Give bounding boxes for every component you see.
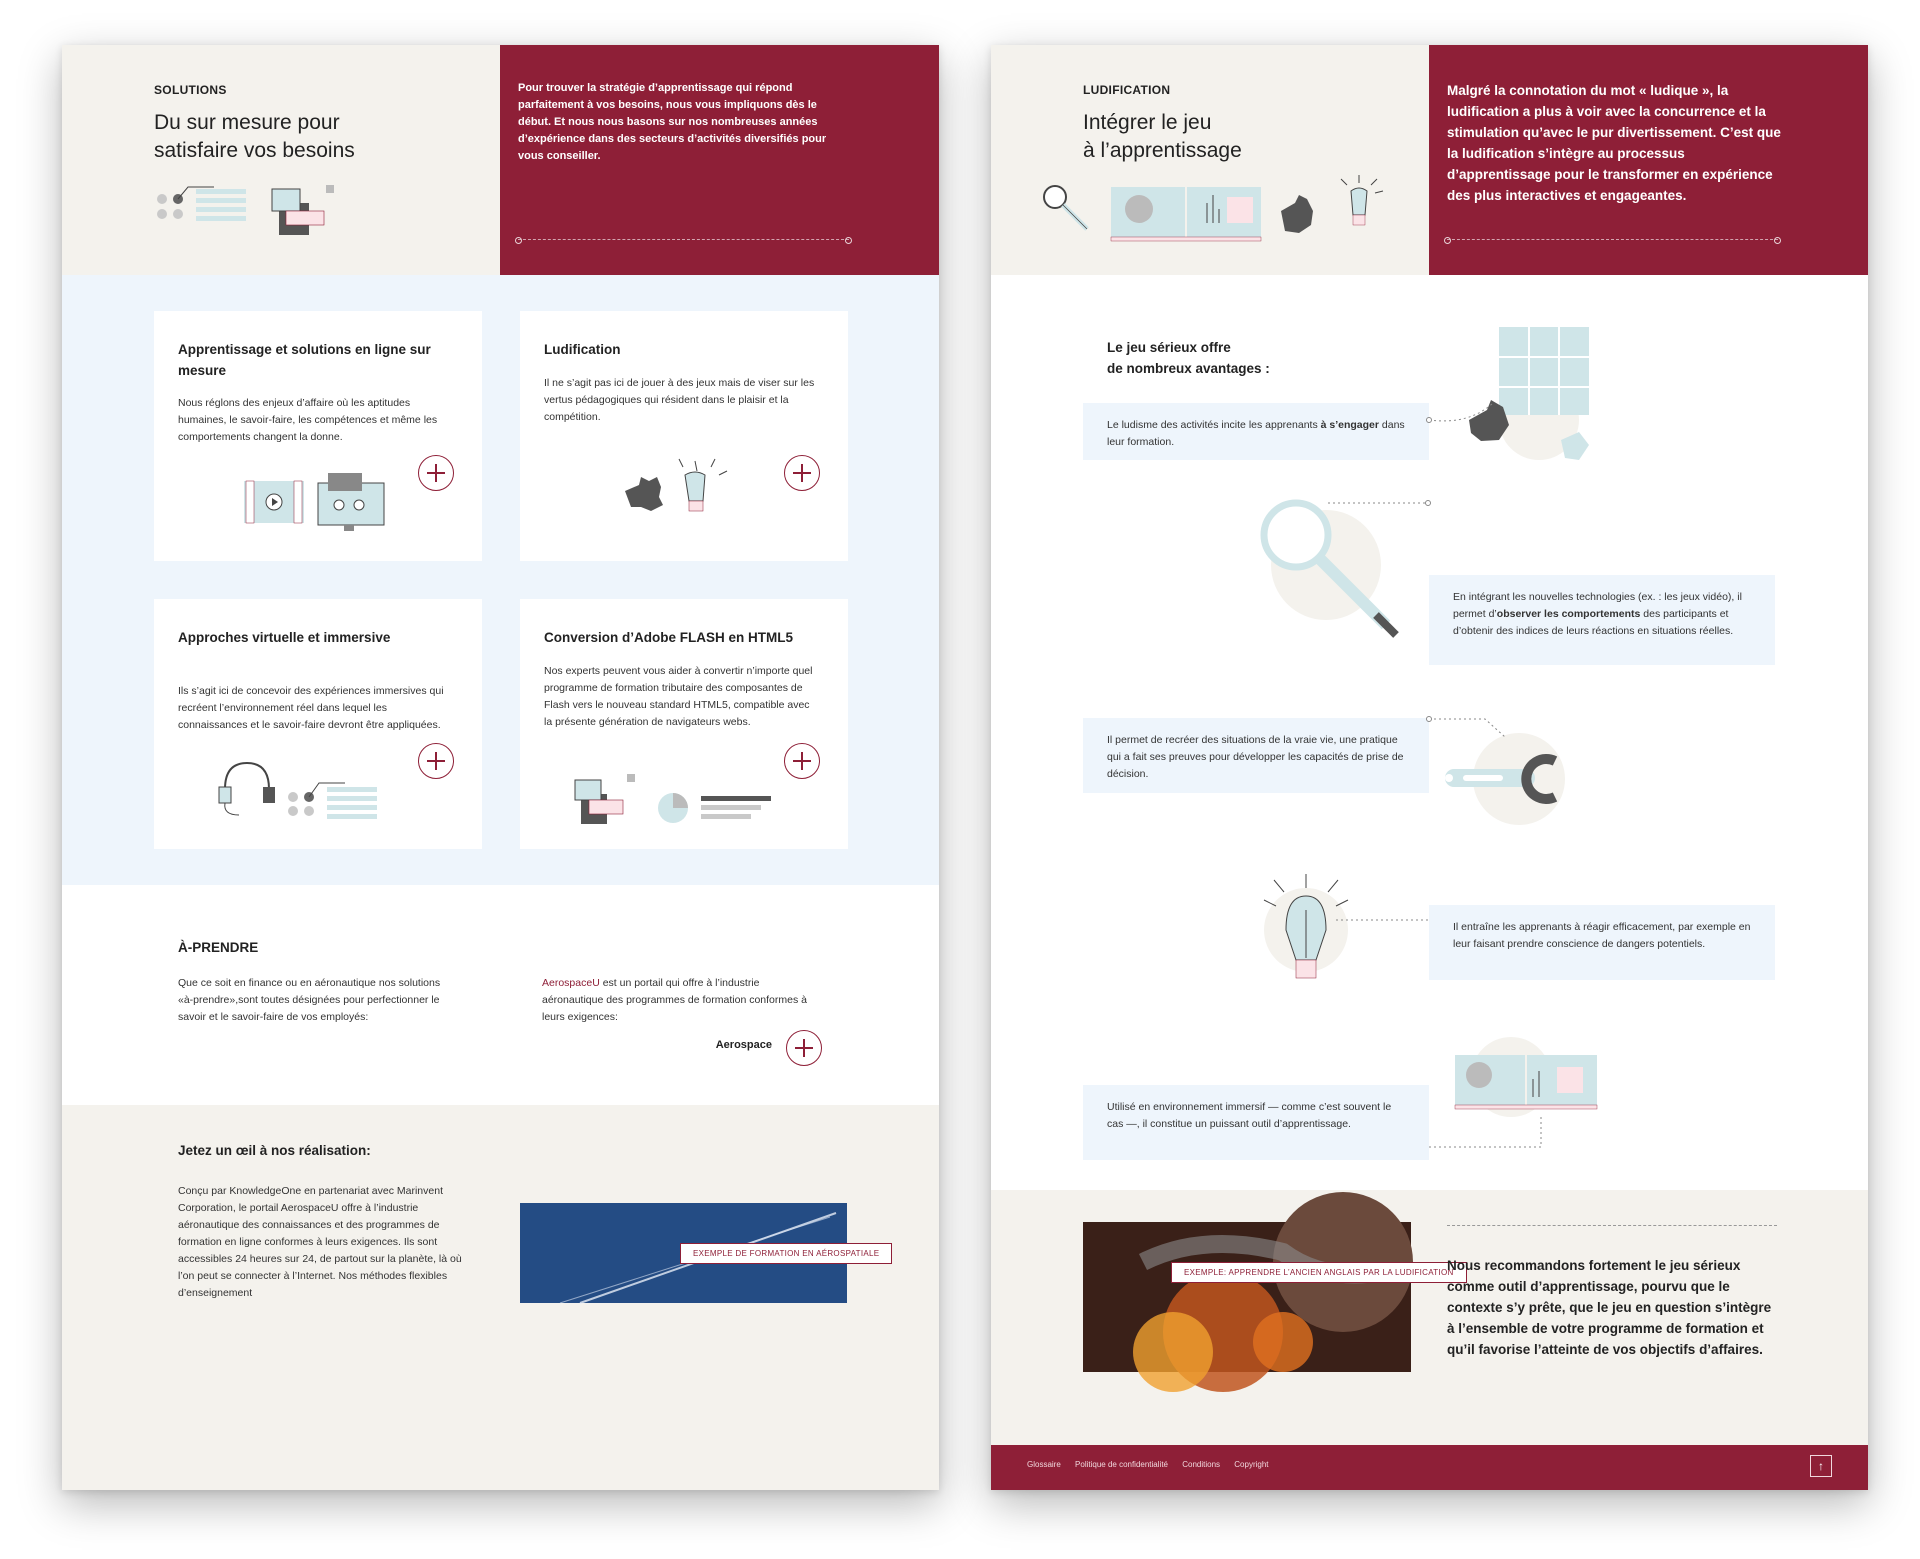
realisation-text: Conçu par KnowledgeOne en partenariat avec Marinvent Corporation, le portail AerospaceU offre à l’industrie aéronautique des connaissances et des programmes de formation en ligne conformes à leurs exigences. Ils sont accessibles 24 heures sur 24, de partout sur la planète, là où l’on peut se connecter à l’Internet. Nos méthodes flexibles d’enseignement: [178, 1185, 462, 1299]
footer-link-glossary[interactable]: Glossaire: [1027, 1460, 1061, 1469]
footer-link-copyright[interactable]: Copyright: [1234, 1460, 1269, 1469]
card-title: Apprentissage et solutions en ligne sur mesure: [178, 342, 431, 378]
ludification-illustration-icon: [1041, 181, 1411, 251]
video-screen-icon: [244, 471, 384, 531]
services-grid: [62, 275, 939, 885]
wrench-icon: [1429, 717, 1629, 832]
recommendation-section: [991, 1190, 1868, 1445]
dotted-divider: [1447, 239, 1778, 240]
expand-button[interactable]: [418, 455, 454, 491]
dragon-fire-icon: [1083, 1222, 1411, 1372]
headset-icon: [219, 759, 394, 819]
section-title-aprendre: À-PRENDRE: [178, 940, 259, 955]
realisation-section: [62, 1105, 939, 1490]
puzzle-icon: [1429, 325, 1619, 480]
solutions-page: [62, 45, 939, 1490]
benefit-immersive: Utilisé en environnement immersif — comme c’est souvent le cas —, il constitue un puissant outil d’apprentissage.: [1083, 1085, 1429, 1160]
hero-description: [500, 45, 939, 275]
footer-link-conditions[interactable]: Conditions: [1182, 1460, 1221, 1469]
service-card-ludification[interactable]: [520, 311, 848, 561]
dotted-divider: [1447, 1225, 1777, 1226]
benefit-reaction: Il entraîne les apprenants à réagir efficacement, par exemple en leur faisant prendre conscience de dangers potentiels.: [1429, 905, 1775, 980]
aerospace-label[interactable]: Aerospace: [715, 1039, 772, 1051]
expand-button[interactable]: [784, 455, 820, 491]
page-title: Intégrer le jeu à l’apprentissage: [1083, 111, 1242, 162]
aerospaceu-link[interactable]: AerospaceU: [542, 977, 600, 989]
section-eyebrow: LUDIFICATION: [1083, 83, 1171, 97]
expand-button[interactable]: [784, 743, 820, 779]
hero-text: Pour trouver la stratégie d’apprentissage qui répond parfaitement à vos besoins, nous vous impliquons dès le début. Et nous nous basons sur nos nombreuses années d’expérience dans des secteurs d’activités diversifiés pour vous conseiller.: [518, 82, 827, 162]
footer-link-privacy[interactable]: Politique de confidentialité: [1075, 1460, 1168, 1469]
expand-button[interactable]: [418, 743, 454, 779]
service-card-immersive[interactable]: [154, 599, 482, 849]
aerospace-example-image[interactable]: [520, 1203, 880, 1303]
benefit-real-life: Il permet de recréer des situations de la vraie vie, une pratique qui a fait ses preuves pour développer les capacités de prise de décision.: [1083, 718, 1429, 793]
page-title: Du sur mesure pour satisfaire vos besoins: [154, 111, 355, 162]
card-text: Nos experts peuvent vous aider à convertir n’importe quel programme de formation tributaire des composantes de Flash vers le nouveau standard HTML5, compatible avec la présente génération de navigateurs webs.: [544, 665, 813, 728]
benefits-title: Le jeu sérieux offre de nombreux avantages :: [1107, 340, 1270, 376]
magnifier-icon: [1256, 495, 1566, 685]
realisation-title: Jetez un œil à nos réalisation:: [178, 1143, 371, 1158]
benefit-engagement: Le ludisme des activités incite les apprenants à s’engager dans leur formation.: [1083, 403, 1429, 460]
example-tag[interactable]: EXEMPLE DE FORMATION EN AÉROSPATIALE: [680, 1243, 892, 1264]
aerospace-description: AerospaceU est un portail qui offre à l’industrie aéronautique des programmes de formation conformes à leurs exigences:: [542, 977, 807, 1023]
benefit-observation: En intégrant les nouvelles technologies (ex. : les jeux vidéo), il permet d’observer les comportements des participants et d’obtenir des indices de leurs réactions en situations réelles.: [1429, 575, 1775, 665]
service-card-flash-html5[interactable]: [520, 599, 848, 849]
book-chart-icon: [1429, 1035, 1629, 1160]
solutions-illustration-icon: [154, 181, 344, 241]
card-text: Il ne s’agit pas ici de jouer à des jeux mais de viser sur les vertus pédagogiques qui résident dans le plaisir et la compétition.: [544, 377, 815, 423]
card-text: Ils s’agit ici de concevoir des expériences immersives qui recréent l’environnement réel dans lequel les connaissances et le savoir-faire devront être appliquées.: [178, 685, 444, 731]
footer-links: [1027, 1460, 1281, 1469]
service-card-custom-learning[interactable]: [154, 311, 482, 561]
example-tag[interactable]: EXEMPLE: APPRENDRE L’ANCIEN ANGLAIS PAR LA LUDIFICATION: [1171, 1262, 1467, 1283]
card-title: Conversion d’Adobe FLASH en HTML5: [544, 630, 794, 645]
hero-description: [1429, 45, 1868, 275]
section-eyebrow: SOLUTIONS: [154, 83, 227, 97]
puzzle-bulb-icon: [625, 461, 745, 536]
hero-intro: [62, 45, 500, 275]
site-footer: [991, 1445, 1868, 1490]
card-text: Nous réglons des enjeux d’affaire où les aptitudes humaines, le savoir-faire, les compétences et même les comportements changent la donne.: [178, 397, 438, 443]
hero-intro: [991, 45, 1429, 275]
aerospace-expand-button[interactable]: [786, 1030, 822, 1066]
ludification-page: [991, 45, 1868, 1490]
aprendre-intro: Que ce soit en finance ou en aéronautique nos solutions «à-prendre»,sont toutes désignées pour perfectionner le savoir et le savoir-faire de vos employés:: [178, 977, 441, 1023]
conversion-illustration-icon: [575, 774, 775, 829]
card-title: Ludification: [544, 342, 621, 357]
hero-text: Malgré la connotation du mot « ludique », la ludification a plus à voir avec la concurrence et la stimulation qu’avec le pur divertissement. C’est que la ludification s’intègre au processus d’apprentissage pour le transformer en expérience des plus interactives et engageantes.: [1447, 83, 1781, 203]
dotted-divider: [518, 239, 849, 240]
card-title: Approches virtuelle et immersive: [178, 630, 391, 645]
lightbulb-icon: [1256, 860, 1436, 1000]
back-to-top-button[interactable]: ↑: [1810, 1455, 1832, 1477]
dragon-example-image[interactable]: [1083, 1222, 1454, 1372]
recommendation-text: Nous recommandons fortement le jeu sérieux comme outil d’apprentissage, pourvu que le contexte s’y prête, que le jeu en question s’intègre à l’ensemble de votre programme de formation et qu’il favorise l’atteinte de vos objectifs d’affaires.: [1447, 1258, 1772, 1357]
